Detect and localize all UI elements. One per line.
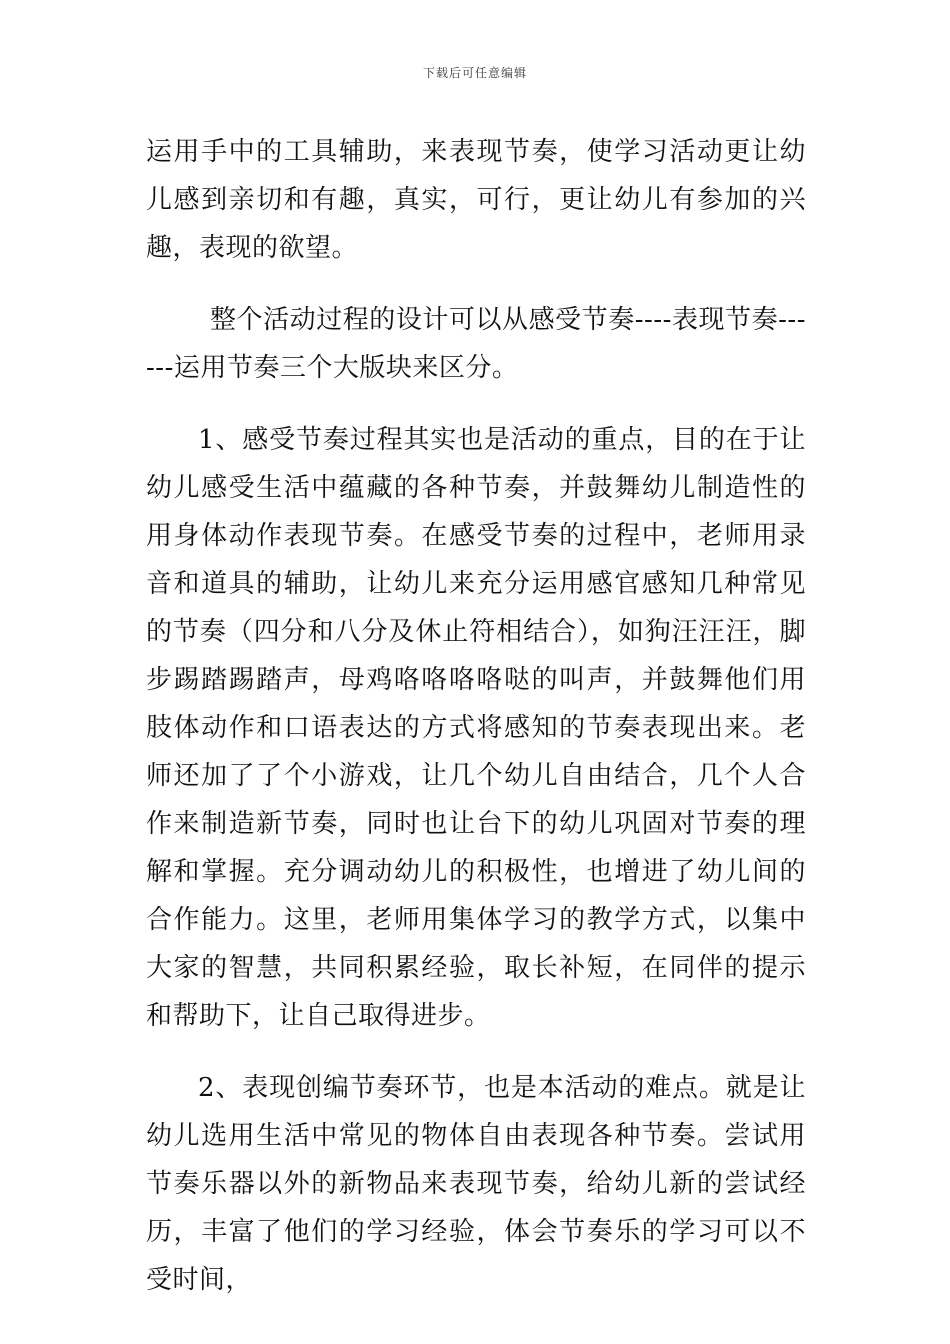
paragraph-4: 2、表现创编节奏环节，也是本活动的难点。就是让幼儿选用生活中常见的物体自由表现各种节奏。尝试用节奏乐器以外的新物品来表现节奏，给幼儿新的尝试经历，丰富了他们的学习经验，体会节奏乐的学习可以不受时间， <box>146 1073 806 1295</box>
paragraph-3: 1、感受节奏过程其实也是活动的重点，目的在于让幼儿感受生活中蕴藏的各种节奏，并鼓舞幼儿制造性的用身体动作表现节奏。在感受节奏的过程中，老师用录音和道具的辅助，让幼儿来充分运用感官感知几种常见的节奏（四分和八分及休止符相结合），如狗汪汪汪，脚步踢踏踢踏声，母鸡咯咯咯咯哒的叫声，并鼓舞他们用肢体动作和口语表达的方式将感知的节奏表现出来。老师还加了了个小游戏，让几个幼儿自由结合，几个人合作来制造新节奏，同时也让台下的幼儿巩固对节奏的理解和掌握。充分调动幼儿的积极性，也增进了幼儿间的合作能力。这里，老师用集体学习的教学方式，以集中大家的智慧，共同积累经验，取长补短，在同伴的提示和帮助下，让自己取得进步。 <box>146 425 806 1031</box>
body-text <box>146 128 806 1304</box>
paragraph-1: 运用手中的工具辅助，来表现节奏，使学习活动更让幼儿感到亲切和有趣，真实，可行，更让幼儿有参加的兴趣，表现的欲望。 <box>146 137 806 263</box>
page-header: 下载后可任意编辑 <box>422 66 527 80</box>
paragraph-2: 整个活动过程的设计可以从感受节奏----表现节奏------运用节奏三个大版块来区分。 <box>146 305 806 383</box>
